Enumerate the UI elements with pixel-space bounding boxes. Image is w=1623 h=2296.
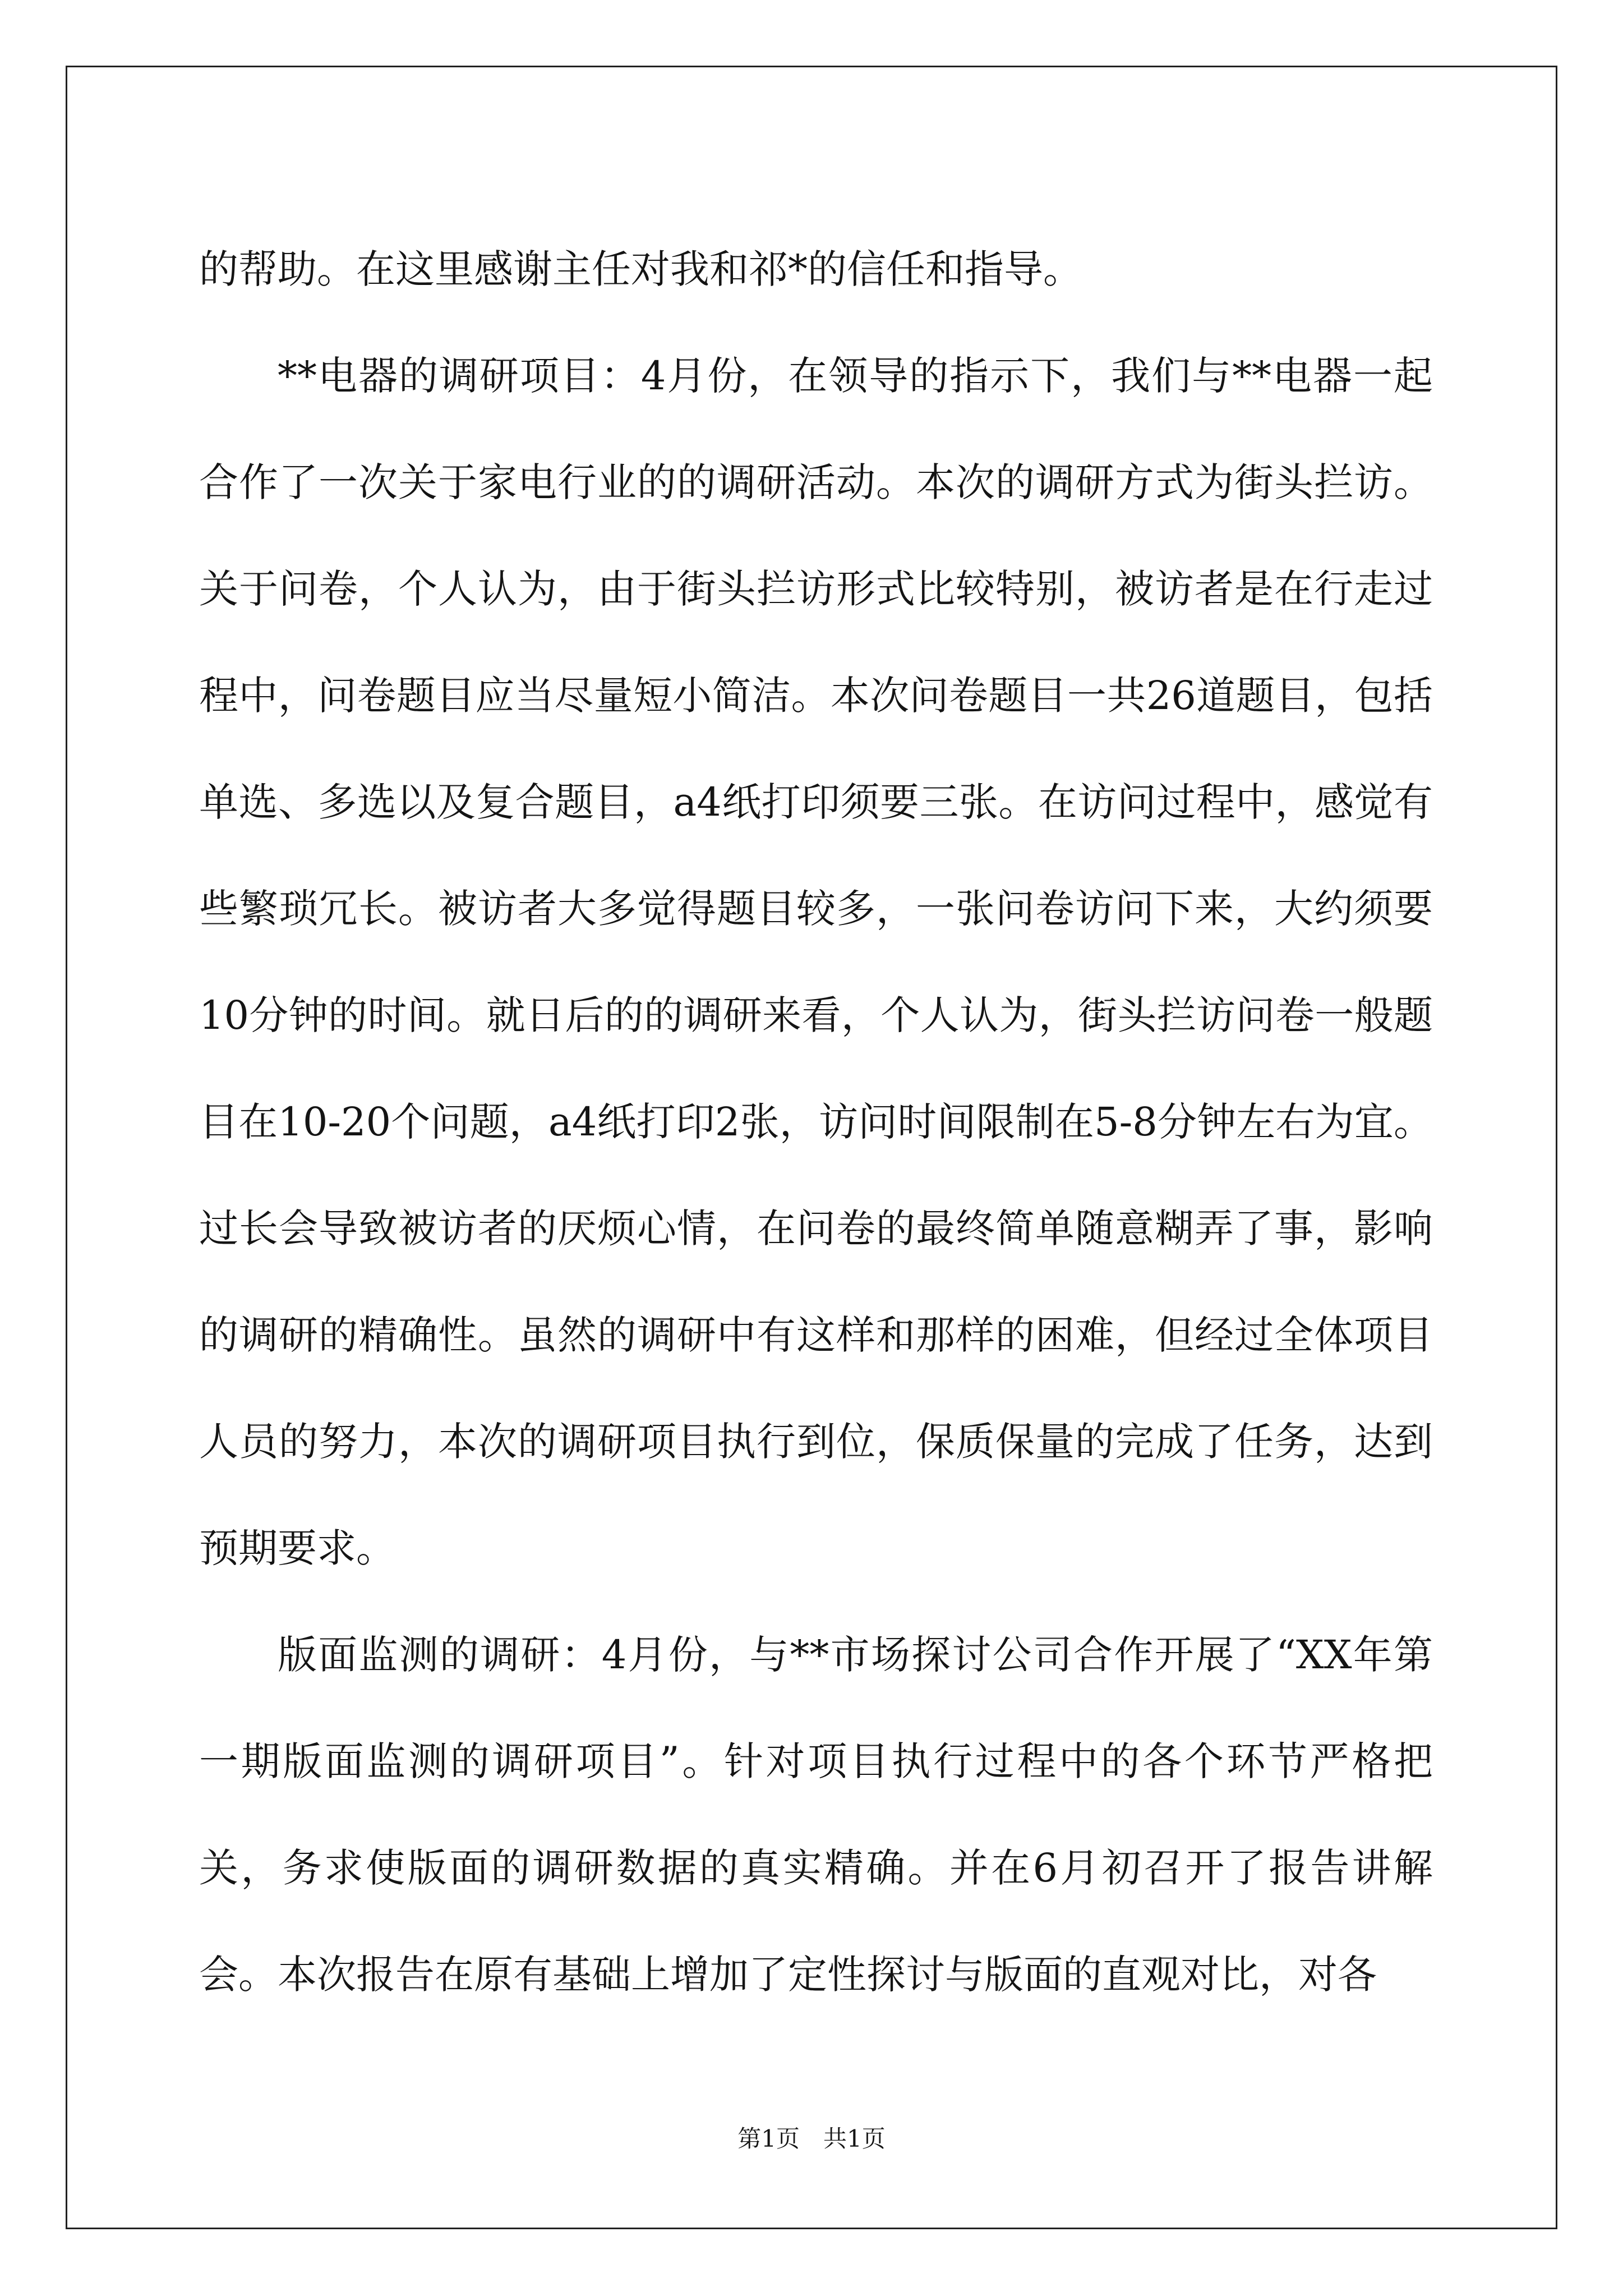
paragraph-continuation: 的帮助。在这里感谢主任对我和祁*的信任和指导。 — [199, 246, 1082, 292]
page-footer: 第1页 共1页 — [737, 2125, 886, 2152]
paragraph-layout-monitoring: 版面监测的调研：4月份，与**市场探讨公司合作开展了“XX年第一期版面监测的调研项目”。针对项目执行过程中的各个环节严格把关，务求使版面的调研数据的真实精确。并在6月初召开了报告讲解会。本次报告在原有基础上增加了定性探讨与版面的直观对比，对各 — [199, 1632, 1433, 1998]
paragraph-appliance-survey: **电器的调研项目：4月份，在领导的指示下，我们与**电器一起合作了一次关于家电行业的的调研活动。本次的调研方式为街头拦访。关于问卷，个人认为，由于街头拦访形式比较特别，被访者是在行走过程中，问卷题目应当尽量短小简洁。本次问卷题目一共26道题目，包括单选、多选以及复合题目，a4纸打印须要三张。在访问过程中，感觉有些繁琐冗长。被访者大多觉得题目较多，一张问卷访问下来，大约须要10分钟的时间。就日后的的调研来看，个人认为，街头拦访问卷一般题目在10-20个问题，a4纸打印2张，访问时间限制在5-8分钟左右为宜。过长会导致被访者的厌烦心情，在问卷的最终简单随意糊弄了事，影响的调研的精确性。虽然的调研中有这样和那样的困难，但经过全体项目人员的努力，本次的调研项目执行到位，保质保量的完成了任务，达到预期要求。 — [199, 353, 1433, 1571]
document-body — [199, 216, 1433, 2028]
